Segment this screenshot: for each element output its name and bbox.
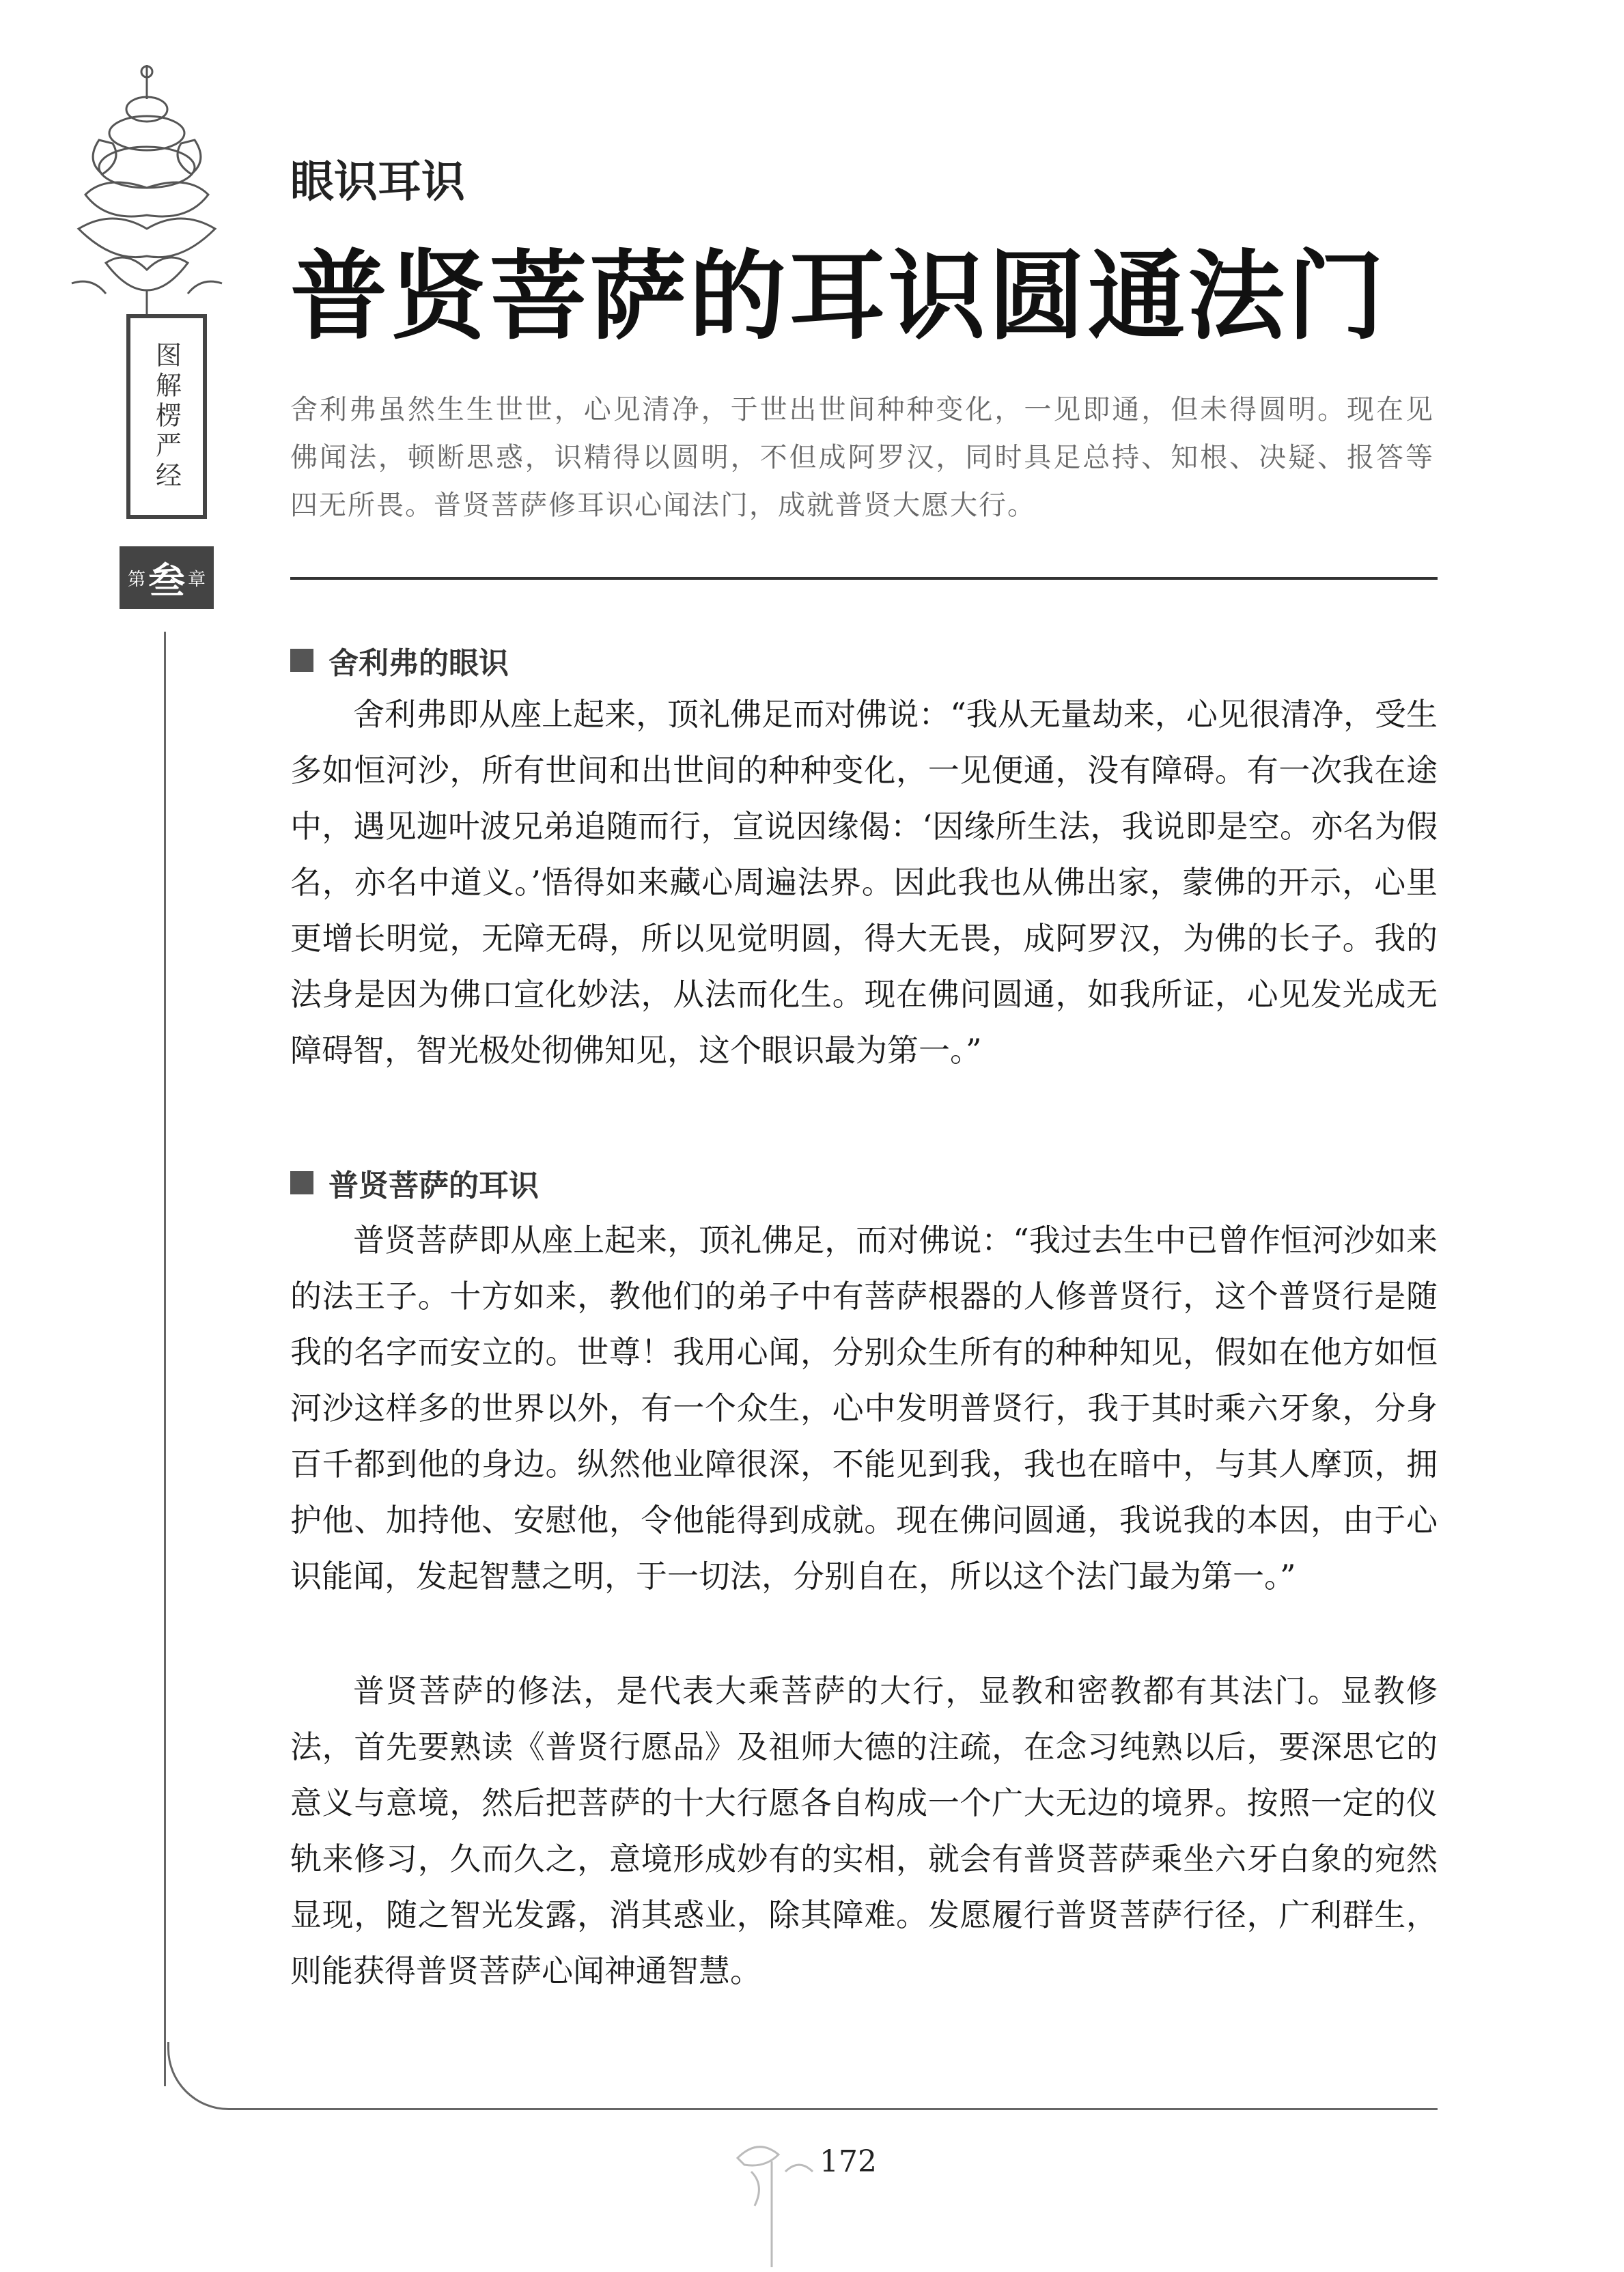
section-heading-text: 普贤菩萨的耳识: [328, 1168, 539, 1203]
chapter-number: 叁: [148, 559, 185, 602]
book-title: 图解楞严经: [151, 341, 182, 492]
lotus-ornament-icon: [65, 58, 229, 331]
body-paragraph: 普贤菩萨的修法，是代表大乘菩萨的大行，显教和密教都有其法门。显教修法，首先要熟读《普贤行愿品》及祖师大德的注疏，在念习纯熟以后，要深思它的意义与意境，然后把菩萨的十大行愿各自构成一个广大无边的境界。按照一定的仪轨来修习，久而久之，意境形成妙有的实相，就会有普贤菩萨乘坐六牙白象的宛然显现，随之智光发露，消其惑业，除其障难。发愿履行普贤菩萨行径，广利群生，则能获得普贤菩萨心闻神通智慧。: [290, 1672, 1438, 1989]
side-rule: [164, 632, 173, 2086]
header-divider: [290, 577, 1438, 580]
book-title-tab: [126, 314, 207, 519]
intro-paragraph: 舍利弗虽然生生世世，心见清净，于世出世间种种变化，一见即通，但未得圆明。现在见佛闻法，顿断思惑，识精得以圆明，不但成阿罗汉，同时具足总持、知根、决疑、报答等四无所畏。普贤菩萨修耳识心闻法门，成就普贤大愿大行。: [290, 394, 1434, 521]
section-subtitle: 眼识耳识: [290, 157, 465, 208]
body-paragraph: 舍利弗即从座上起来，顶礼佛足而对佛说：“我从无量劫来，心见很清净，受生多如恒河沙，所有世间和出世间的种种变化，一见便通，没有障碍。有一次我在途中，遇见迦叶波兄弟追随而行，宣说因缘偈：‘因缘所生法，我说即是空。亦名为假名，亦名中道义。’悟得如来藏心周遍法界。因此我也从佛出家，蒙佛的开示，心里更增长明觉，无障无碍，所以见觉明圆，得大无畏，成阿罗汉，为佛的长子。我的法身是因为佛口宣化妙法，从法而化生。现在佛问圆通，如我所证，心见发光成无障碍智，智光极处彻佛知见，这个眼识最为第一。”: [290, 696, 1438, 1069]
section-heading: [290, 639, 509, 682]
section-heading-text: 舍利弗的眼识: [328, 646, 509, 681]
square-bullet-icon: [290, 649, 313, 672]
body-paragraph: 普贤菩萨即从座上起来，顶礼佛足，而对佛说：“我过去生中已曾作恒河沙如来的法王子。十方如来，教他们的弟子中有菩萨根器的人修普贤行，这个普贤行是随我的名字而安立的。世尊！我用心闻，分别众生所有的种种知见，假如在他方如恒河沙这样多的世界以外，有一个众生，心中发明普贤行，我于其时乘六牙象，分身百千都到他的身边。纵然他业障很深，不能见到我，我也在暗中，与其人摩顶，拥护他、加持他、安慰他，令他能得到成就。现在佛问圆通，我说我的本因，由于心识能闻，发起智慧之明，于一切法，分别自在，所以这个法门最为第一。”: [290, 1222, 1438, 1595]
section-heading: [290, 1161, 539, 1205]
chapter-prefix: 第: [127, 569, 145, 590]
chapter-badge: [120, 546, 214, 609]
square-bullet-icon: [290, 1171, 313, 1194]
page-title: 普贤菩萨的耳识圆通法门: [290, 240, 1387, 353]
chapter-suffix: 章: [188, 569, 206, 590]
page-number: 172: [820, 2144, 877, 2179]
bottom-frame: [167, 2042, 1438, 2110]
